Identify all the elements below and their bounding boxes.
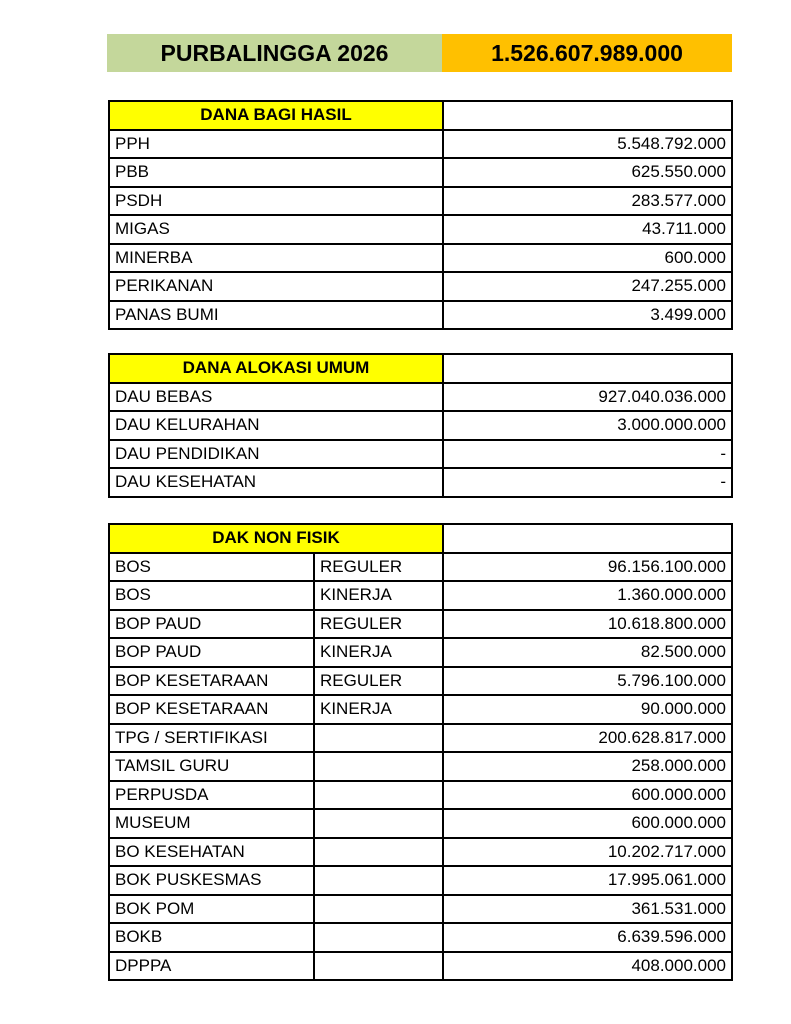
row-value: 927.040.036.000 <box>443 383 732 412</box>
section-header-dana-alokasi-umum: DANA ALOKASI UMUM <box>109 354 443 383</box>
row-type <box>314 952 443 981</box>
row-type: REGULER <box>314 610 443 639</box>
row-value: 408.000.000 <box>443 952 732 981</box>
total-budget: 1.526.607.989.000 <box>442 34 732 72</box>
row-label: PSDH <box>109 187 443 216</box>
row-value: 17.995.061.000 <box>443 866 732 895</box>
row-label: BOK PUSKESMAS <box>109 866 314 895</box>
section-header-empty-cell <box>443 524 732 553</box>
row-value: 3.499.000 <box>443 301 732 330</box>
row-type <box>314 752 443 781</box>
row-label: DPPPA <box>109 952 314 981</box>
row-value: 3.000.000.000 <box>443 411 732 440</box>
table-row <box>109 866 732 895</box>
row-label: DAU PENDIDIKAN <box>109 440 443 469</box>
table-row <box>109 809 732 838</box>
table-dak-non-fisik <box>108 523 733 981</box>
section-header-row <box>109 101 732 130</box>
row-type <box>314 781 443 810</box>
row-type: KINERJA <box>314 581 443 610</box>
table-row <box>109 187 732 216</box>
table-row <box>109 130 732 159</box>
row-value: 361.531.000 <box>443 895 732 924</box>
section-header-empty-cell <box>443 101 732 130</box>
row-label: BOK POM <box>109 895 314 924</box>
row-value: 283.577.000 <box>443 187 732 216</box>
row-label: PBB <box>109 158 443 187</box>
row-type: KINERJA <box>314 695 443 724</box>
section-header-dana-bagi-hasil: DANA BAGI HASIL <box>109 101 443 130</box>
row-label: PANAS BUMI <box>109 301 443 330</box>
table-row <box>109 383 732 412</box>
row-label: MIGAS <box>109 215 443 244</box>
table-row <box>109 610 732 639</box>
row-type: REGULER <box>314 667 443 696</box>
table-row <box>109 638 732 667</box>
table-row <box>109 838 732 867</box>
section-header-empty-cell <box>443 354 732 383</box>
table-row <box>109 411 732 440</box>
table-row <box>109 781 732 810</box>
row-value: 43.711.000 <box>443 215 732 244</box>
row-label: BOKB <box>109 923 314 952</box>
table-row <box>109 553 732 582</box>
row-value: 200.628.817.000 <box>443 724 732 753</box>
row-value: 1.360.000.000 <box>443 581 732 610</box>
table-row <box>109 724 732 753</box>
row-label: TPG / SERTIFIKASI <box>109 724 314 753</box>
row-label: TAMSIL GURU <box>109 752 314 781</box>
row-label: DAU KELURAHAN <box>109 411 443 440</box>
row-value: 247.255.000 <box>443 272 732 301</box>
row-label: MUSEUM <box>109 809 314 838</box>
row-type <box>314 838 443 867</box>
row-value: 600.000 <box>443 244 732 273</box>
row-value: 5.548.792.000 <box>443 130 732 159</box>
table-row <box>109 667 732 696</box>
row-label: BOP PAUD <box>109 610 314 639</box>
row-value: 625.550.000 <box>443 158 732 187</box>
table-row <box>109 215 732 244</box>
row-label: PERPUSDA <box>109 781 314 810</box>
row-value: - <box>443 440 732 469</box>
header-bar <box>107 34 732 72</box>
row-label: PERIKANAN <box>109 272 443 301</box>
table-row <box>109 301 732 330</box>
row-label: MINERBA <box>109 244 443 273</box>
row-label: BOP KESETARAAN <box>109 695 314 724</box>
row-value: 5.796.100.000 <box>443 667 732 696</box>
row-type <box>314 895 443 924</box>
table-row <box>109 752 732 781</box>
row-value: 258.000.000 <box>443 752 732 781</box>
table-dana-bagi-hasil <box>108 100 733 330</box>
row-label: DAU KESEHATAN <box>109 468 443 497</box>
row-label: BOS <box>109 553 314 582</box>
section-header-row <box>109 354 732 383</box>
table-row <box>109 158 732 187</box>
table-row <box>109 923 732 952</box>
row-type: REGULER <box>314 553 443 582</box>
row-label: BOP PAUD <box>109 638 314 667</box>
row-value: 6.639.596.000 <box>443 923 732 952</box>
row-type <box>314 724 443 753</box>
row-value: - <box>443 468 732 497</box>
table-row <box>109 440 732 469</box>
row-value: 600.000.000 <box>443 809 732 838</box>
row-type <box>314 923 443 952</box>
table-row <box>109 695 732 724</box>
row-type: KINERJA <box>314 638 443 667</box>
section-header-dak-non-fisik: DAK NON FISIK <box>109 524 443 553</box>
table-row <box>109 272 732 301</box>
row-label: DAU BEBAS <box>109 383 443 412</box>
table-row <box>109 468 732 497</box>
row-value: 82.500.000 <box>443 638 732 667</box>
row-value: 10.618.800.000 <box>443 610 732 639</box>
table-row <box>109 581 732 610</box>
region-title: PURBALINGGA 2026 <box>107 34 442 72</box>
row-value: 600.000.000 <box>443 781 732 810</box>
table-row <box>109 895 732 924</box>
row-label: BOS <box>109 581 314 610</box>
row-type <box>314 809 443 838</box>
row-label: BOP KESETARAAN <box>109 667 314 696</box>
row-label: BO KESEHATAN <box>109 838 314 867</box>
row-label: PPH <box>109 130 443 159</box>
row-value: 90.000.000 <box>443 695 732 724</box>
table-dana-alokasi-umum <box>108 353 733 498</box>
table-row <box>109 244 732 273</box>
row-type <box>314 866 443 895</box>
section-header-row <box>109 524 732 553</box>
row-value: 96.156.100.000 <box>443 553 732 582</box>
row-value: 10.202.717.000 <box>443 838 732 867</box>
table-row <box>109 952 732 981</box>
